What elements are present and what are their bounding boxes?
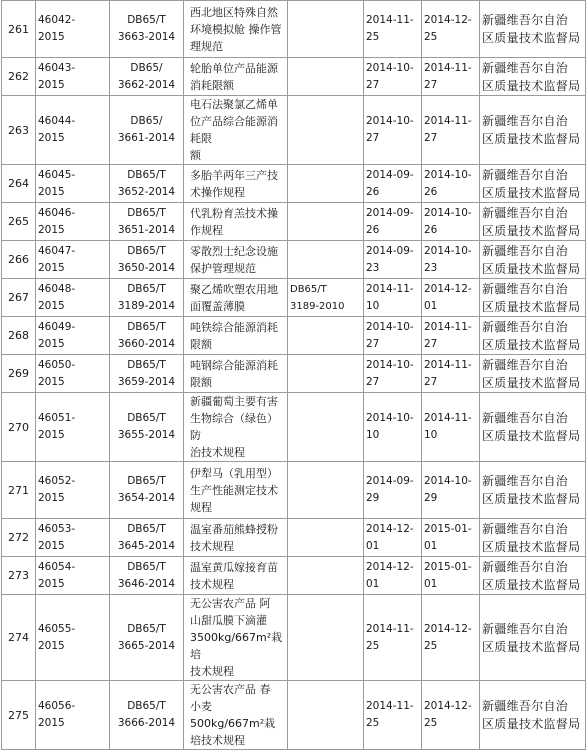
publish-date-cell	[364, 557, 422, 595]
publish-date-cell	[364, 165, 422, 203]
replaced-standard: DB65/T 3189-2010	[290, 283, 345, 312]
publish-date: 2014-09- 26	[366, 206, 414, 236]
standard-code-cell	[110, 557, 184, 595]
row-number-cell	[2, 355, 36, 393]
issuing-authority-cell	[480, 279, 586, 317]
publish-date: 2014-10- 27	[366, 115, 414, 144]
record-number-cell	[36, 557, 110, 595]
record-number: 46053- 2015	[38, 522, 76, 552]
implement-date: 2014-11- 27	[424, 320, 472, 350]
table-row	[2, 203, 586, 241]
publish-date: 2014-09- 29	[366, 475, 414, 504]
standard-title: 吨钢综合能源消耗 限额	[190, 358, 278, 389]
record-number-cell	[36, 203, 110, 241]
issuing-authority: 新疆维吾尔自治 区质量技术监督局	[482, 474, 581, 506]
standard-title-cell	[184, 317, 288, 355]
implement-date: 2015-01- 01	[424, 522, 472, 552]
publish-date: 2014-10- 27	[366, 61, 414, 91]
record-number-cell	[36, 279, 110, 317]
issuing-authority: 新疆维吾尔自治 区质量技术监督局	[482, 411, 581, 443]
standard-title-cell	[184, 393, 288, 462]
implement-date-cell	[422, 462, 480, 519]
publish-date-cell	[364, 393, 422, 462]
row-number: 263	[8, 123, 29, 137]
table-row	[2, 96, 586, 165]
standard-code-cell	[110, 96, 184, 165]
implement-date-cell	[422, 519, 480, 557]
replaced-standard-cell	[288, 279, 364, 317]
publish-date-cell	[364, 355, 422, 393]
standard-title: 吨铁综合能源消耗 限额	[190, 320, 278, 351]
standard-code-cell	[110, 317, 184, 355]
replaced-standard-cell	[288, 519, 364, 557]
standard-code-cell	[110, 58, 184, 96]
standard-title: 西北地区特殊自然 环境模拟舱 操作管 理规范	[190, 5, 282, 53]
replaced-standard-cell	[288, 96, 364, 165]
standard-code: DB65/ 3662-2014	[117, 61, 176, 91]
record-number-cell	[36, 355, 110, 393]
implement-date: 2014-12- 25	[424, 14, 472, 43]
table-row	[2, 355, 586, 393]
standard-code: DB65/T 3651-2014	[117, 206, 176, 236]
issuing-authority: 新疆维吾尔自治 区质量技术监督局	[482, 521, 581, 554]
record-number-cell	[36, 317, 110, 355]
implement-date-cell	[422, 393, 480, 462]
issuing-authority: 新疆维吾尔自治 区质量技术监督局	[482, 167, 581, 200]
row-number-cell	[2, 595, 36, 681]
standard-title-cell	[184, 681, 288, 750]
row-number-cell	[2, 279, 36, 317]
standard-code-cell	[110, 279, 184, 317]
implement-date-cell	[422, 96, 480, 165]
record-number: 46045- 2015	[38, 168, 76, 198]
table-row	[2, 58, 586, 96]
publish-date-cell	[364, 58, 422, 96]
standard-code: DB65/T 3645-2014	[117, 522, 176, 552]
standard-code: DB65/ 3661-2014	[117, 115, 176, 144]
standard-code: DB65/T 3652-2014	[117, 168, 176, 198]
issuing-authority: 新疆维吾尔自治 区质量技术监督局	[482, 281, 581, 314]
implement-date-cell	[422, 165, 480, 203]
implement-date-cell	[422, 1, 480, 58]
standard-title: 无公害农产品 阿 山甜瓜膜下滴灌 3500kg/667m²栽培 技术规程	[190, 597, 283, 678]
record-number: 46044- 2015	[38, 115, 76, 144]
standard-title-cell	[184, 1, 288, 58]
publish-date: 2014-12- 01	[366, 522, 414, 552]
row-number-cell	[2, 393, 36, 462]
publish-date: 2014-10- 27	[366, 320, 414, 350]
row-number-cell	[2, 462, 36, 519]
row-number: 269	[8, 367, 29, 380]
row-number: 272	[8, 531, 29, 544]
publish-date: 2014-09- 23	[366, 244, 414, 274]
publish-date: 2014-11- 25	[366, 700, 414, 729]
publish-date: 2014-12- 01	[366, 560, 414, 590]
replaced-standard-cell	[288, 681, 364, 750]
issuing-authority: 新疆维吾尔自治 区质量技术监督局	[482, 205, 581, 238]
publish-date-cell	[364, 317, 422, 355]
record-number-cell	[36, 462, 110, 519]
standard-code: DB65/T 3659-2014	[117, 358, 176, 388]
record-number: 46051- 2015	[38, 412, 76, 441]
publish-date-cell	[364, 241, 422, 279]
implement-date-cell	[422, 595, 480, 681]
record-number-cell	[36, 241, 110, 279]
standard-code-cell	[110, 681, 184, 750]
row-number-cell	[2, 241, 36, 279]
standard-code-cell	[110, 1, 184, 58]
record-number-cell	[36, 681, 110, 750]
issuing-authority: 新疆维吾尔自治 区质量技术监督局	[482, 357, 581, 390]
issuing-authority-cell	[480, 595, 586, 681]
row-number: 273	[8, 569, 29, 582]
row-number-cell	[2, 519, 36, 557]
issuing-authority: 新疆维吾尔自治 区质量技术监督局	[482, 114, 581, 146]
publish-date-cell	[364, 1, 422, 58]
record-number: 46050- 2015	[38, 358, 76, 388]
standard-code-cell	[110, 203, 184, 241]
issuing-authority-cell	[480, 519, 586, 557]
implement-date-cell	[422, 557, 480, 595]
standard-title: 电石法聚氯乙烯单 位产品综合能源消耗限 额	[190, 98, 278, 162]
issuing-authority-cell	[480, 1, 586, 58]
issuing-authority-cell	[480, 241, 586, 279]
standard-code: DB65/T 3666-2014	[117, 700, 176, 729]
issuing-authority-cell	[480, 96, 586, 165]
record-number: 46048- 2015	[38, 282, 76, 312]
row-number-cell	[2, 165, 36, 203]
standard-code: DB65/T 3646-2014	[117, 560, 176, 590]
standard-title: 伊犁马（乳用型） 生产性能测定技术 规程	[190, 466, 278, 514]
standard-title: 轮胎单位产品能源 消耗限额	[190, 61, 278, 92]
table-body	[2, 1, 586, 750]
standard-code-cell	[110, 165, 184, 203]
issuing-authority-cell	[480, 681, 586, 750]
record-number: 46054- 2015	[38, 560, 76, 590]
table-row	[2, 165, 586, 203]
implement-date: 2014-12- 01	[424, 282, 472, 312]
implement-date: 2014-10- 29	[424, 475, 472, 504]
row-number: 271	[8, 483, 29, 497]
issuing-authority-cell	[480, 393, 586, 462]
implement-date-cell	[422, 279, 480, 317]
standard-title: 零散烈士纪念设施 保护管理规范	[190, 244, 278, 275]
record-number: 46056- 2015	[38, 700, 76, 729]
issuing-authority-cell	[480, 165, 586, 203]
standard-title: 温室番茄熊蜂授粉 技术规程	[190, 522, 278, 553]
publish-date-cell	[364, 462, 422, 519]
standard-title: 聚乙烯吹塑农用地 面覆盖薄膜	[190, 282, 278, 313]
implement-date: 2014-12- 25	[424, 700, 472, 729]
standard-code-cell	[110, 241, 184, 279]
implement-date: 2014-10- 26	[424, 168, 472, 198]
standard-title-cell	[184, 595, 288, 681]
publish-date: 2014-10- 27	[366, 358, 414, 388]
replaced-standard-cell	[288, 393, 364, 462]
record-number: 46043- 2015	[38, 61, 76, 91]
table-row	[2, 681, 586, 750]
publish-date: 2014-10- 10	[366, 412, 414, 441]
implement-date: 2014-10- 23	[424, 244, 472, 274]
row-number: 262	[8, 70, 29, 83]
publish-date-cell	[364, 203, 422, 241]
implement-date: 2014-11- 27	[424, 61, 472, 91]
row-number-cell	[2, 58, 36, 96]
publish-date: 2014-11- 25	[366, 14, 414, 43]
standard-code: DB65/T 3665-2014	[117, 622, 176, 652]
row-number: 264	[8, 177, 29, 190]
table-row	[2, 241, 586, 279]
standard-code: DB65/T 3663-2014	[117, 14, 176, 43]
table-row	[2, 557, 586, 595]
table-row	[2, 1, 586, 58]
publish-date: 2014-09- 26	[366, 168, 414, 198]
standard-title: 多胎羊两年三产技 术操作规程	[190, 168, 278, 199]
replaced-standard-cell	[288, 595, 364, 681]
record-number: 46049- 2015	[38, 320, 76, 350]
standard-code-cell	[110, 393, 184, 462]
implement-date: 2014-11- 27	[424, 115, 472, 144]
standards-table	[1, 0, 586, 750]
row-number: 270	[8, 420, 29, 434]
replaced-standard-cell	[288, 355, 364, 393]
row-number-cell	[2, 681, 36, 750]
row-number-cell	[2, 1, 36, 58]
standard-title: 新疆葡萄主要有害 生物综合（绿色）防 治技术规程	[190, 395, 278, 459]
replaced-standard-cell	[288, 241, 364, 279]
implement-date-cell	[422, 355, 480, 393]
publish-date-cell	[364, 681, 422, 750]
standard-title-cell	[184, 519, 288, 557]
table-row	[2, 519, 586, 557]
standard-code: DB65/T 3660-2014	[117, 320, 176, 350]
standard-title-cell	[184, 557, 288, 595]
row-number-cell	[2, 557, 36, 595]
replaced-standard-cell	[288, 557, 364, 595]
record-number-cell	[36, 165, 110, 203]
standard-title-cell	[184, 462, 288, 519]
standard-code-cell	[110, 462, 184, 519]
issuing-authority: 新疆维吾尔自治 区质量技术监督局	[482, 60, 581, 93]
row-number: 268	[8, 329, 29, 342]
implement-date-cell	[422, 58, 480, 96]
standard-code: DB65/T 3189-2014	[117, 282, 176, 312]
standard-title: 代乳粉育羔技术操 作规程	[190, 206, 278, 237]
standard-code-cell	[110, 595, 184, 681]
record-number-cell	[36, 393, 110, 462]
record-number-cell	[36, 1, 110, 58]
row-number: 261	[8, 22, 29, 36]
standard-code: DB65/T 3655-2014	[117, 412, 176, 441]
row-number: 275	[8, 708, 29, 722]
record-number: 46046- 2015	[38, 206, 76, 236]
implement-date: 2015-01- 01	[424, 560, 472, 590]
standard-title-cell	[184, 58, 288, 96]
replaced-standard-cell	[288, 203, 364, 241]
issuing-authority: 新疆维吾尔自治 区质量技术监督局	[482, 559, 581, 592]
implement-date: 2014-11- 27	[424, 358, 472, 388]
standard-code-cell	[110, 519, 184, 557]
publish-date: 2014-11- 25	[366, 622, 414, 652]
publish-date-cell	[364, 96, 422, 165]
row-number: 267	[8, 291, 29, 304]
record-number: 46052- 2015	[38, 475, 76, 504]
standard-title-cell	[184, 355, 288, 393]
publish-date-cell	[364, 595, 422, 681]
standard-title: 无公害农产品 春 小麦500kg/667m²栽 培技术规程	[190, 683, 276, 747]
standard-title-cell	[184, 279, 288, 317]
row-number: 274	[8, 631, 29, 644]
replaced-standard-cell	[288, 462, 364, 519]
publish-date-cell	[364, 279, 422, 317]
standard-title-cell	[184, 96, 288, 165]
issuing-authority-cell	[480, 58, 586, 96]
publish-date: 2014-11- 10	[366, 282, 414, 312]
record-number-cell	[36, 595, 110, 681]
implement-date: 2014-12- 25	[424, 622, 472, 652]
issuing-authority: 新疆维吾尔自治 区质量技术监督局	[482, 621, 581, 654]
implement-date-cell	[422, 203, 480, 241]
issuing-authority-cell	[480, 203, 586, 241]
record-number: 46042- 2015	[38, 14, 76, 43]
standard-code: DB65/T 3650-2014	[117, 244, 176, 274]
issuing-authority: 新疆维吾尔自治 区质量技术监督局	[482, 319, 581, 352]
implement-date-cell	[422, 681, 480, 750]
issuing-authority: 新疆维吾尔自治 区质量技术监督局	[482, 13, 581, 45]
row-number-cell	[2, 96, 36, 165]
replaced-standard-cell	[288, 1, 364, 58]
standard-code-cell	[110, 355, 184, 393]
standard-title-cell	[184, 165, 288, 203]
table-row	[2, 279, 586, 317]
replaced-standard-cell	[288, 317, 364, 355]
issuing-authority-cell	[480, 557, 586, 595]
row-number: 265	[8, 215, 29, 228]
record-number: 46047- 2015	[38, 244, 76, 274]
issuing-authority-cell	[480, 317, 586, 355]
issuing-authority: 新疆维吾尔自治 区质量技术监督局	[482, 699, 581, 731]
row-number-cell	[2, 203, 36, 241]
standard-code: DB65/T 3654-2014	[117, 475, 176, 504]
standard-title-cell	[184, 203, 288, 241]
row-number: 266	[8, 253, 29, 266]
implement-date: 2014-10- 26	[424, 206, 472, 236]
table-row	[2, 317, 586, 355]
standard-title: 温室黄瓜嫁接育苗 技术规程	[190, 560, 278, 591]
standard-title-cell	[184, 241, 288, 279]
row-number-cell	[2, 317, 36, 355]
record-number-cell	[36, 96, 110, 165]
issuing-authority-cell	[480, 355, 586, 393]
issuing-authority-cell	[480, 462, 586, 519]
replaced-standard-cell	[288, 58, 364, 96]
table-row	[2, 462, 586, 519]
record-number-cell	[36, 58, 110, 96]
implement-date-cell	[422, 317, 480, 355]
issuing-authority: 新疆维吾尔自治 区质量技术监督局	[482, 243, 581, 276]
record-number: 46055- 2015	[38, 622, 76, 652]
implement-date-cell	[422, 241, 480, 279]
table-row	[2, 393, 586, 462]
record-number-cell	[36, 519, 110, 557]
implement-date: 2014-11- 10	[424, 412, 472, 441]
table-row	[2, 595, 586, 681]
publish-date-cell	[364, 519, 422, 557]
replaced-standard-cell	[288, 165, 364, 203]
